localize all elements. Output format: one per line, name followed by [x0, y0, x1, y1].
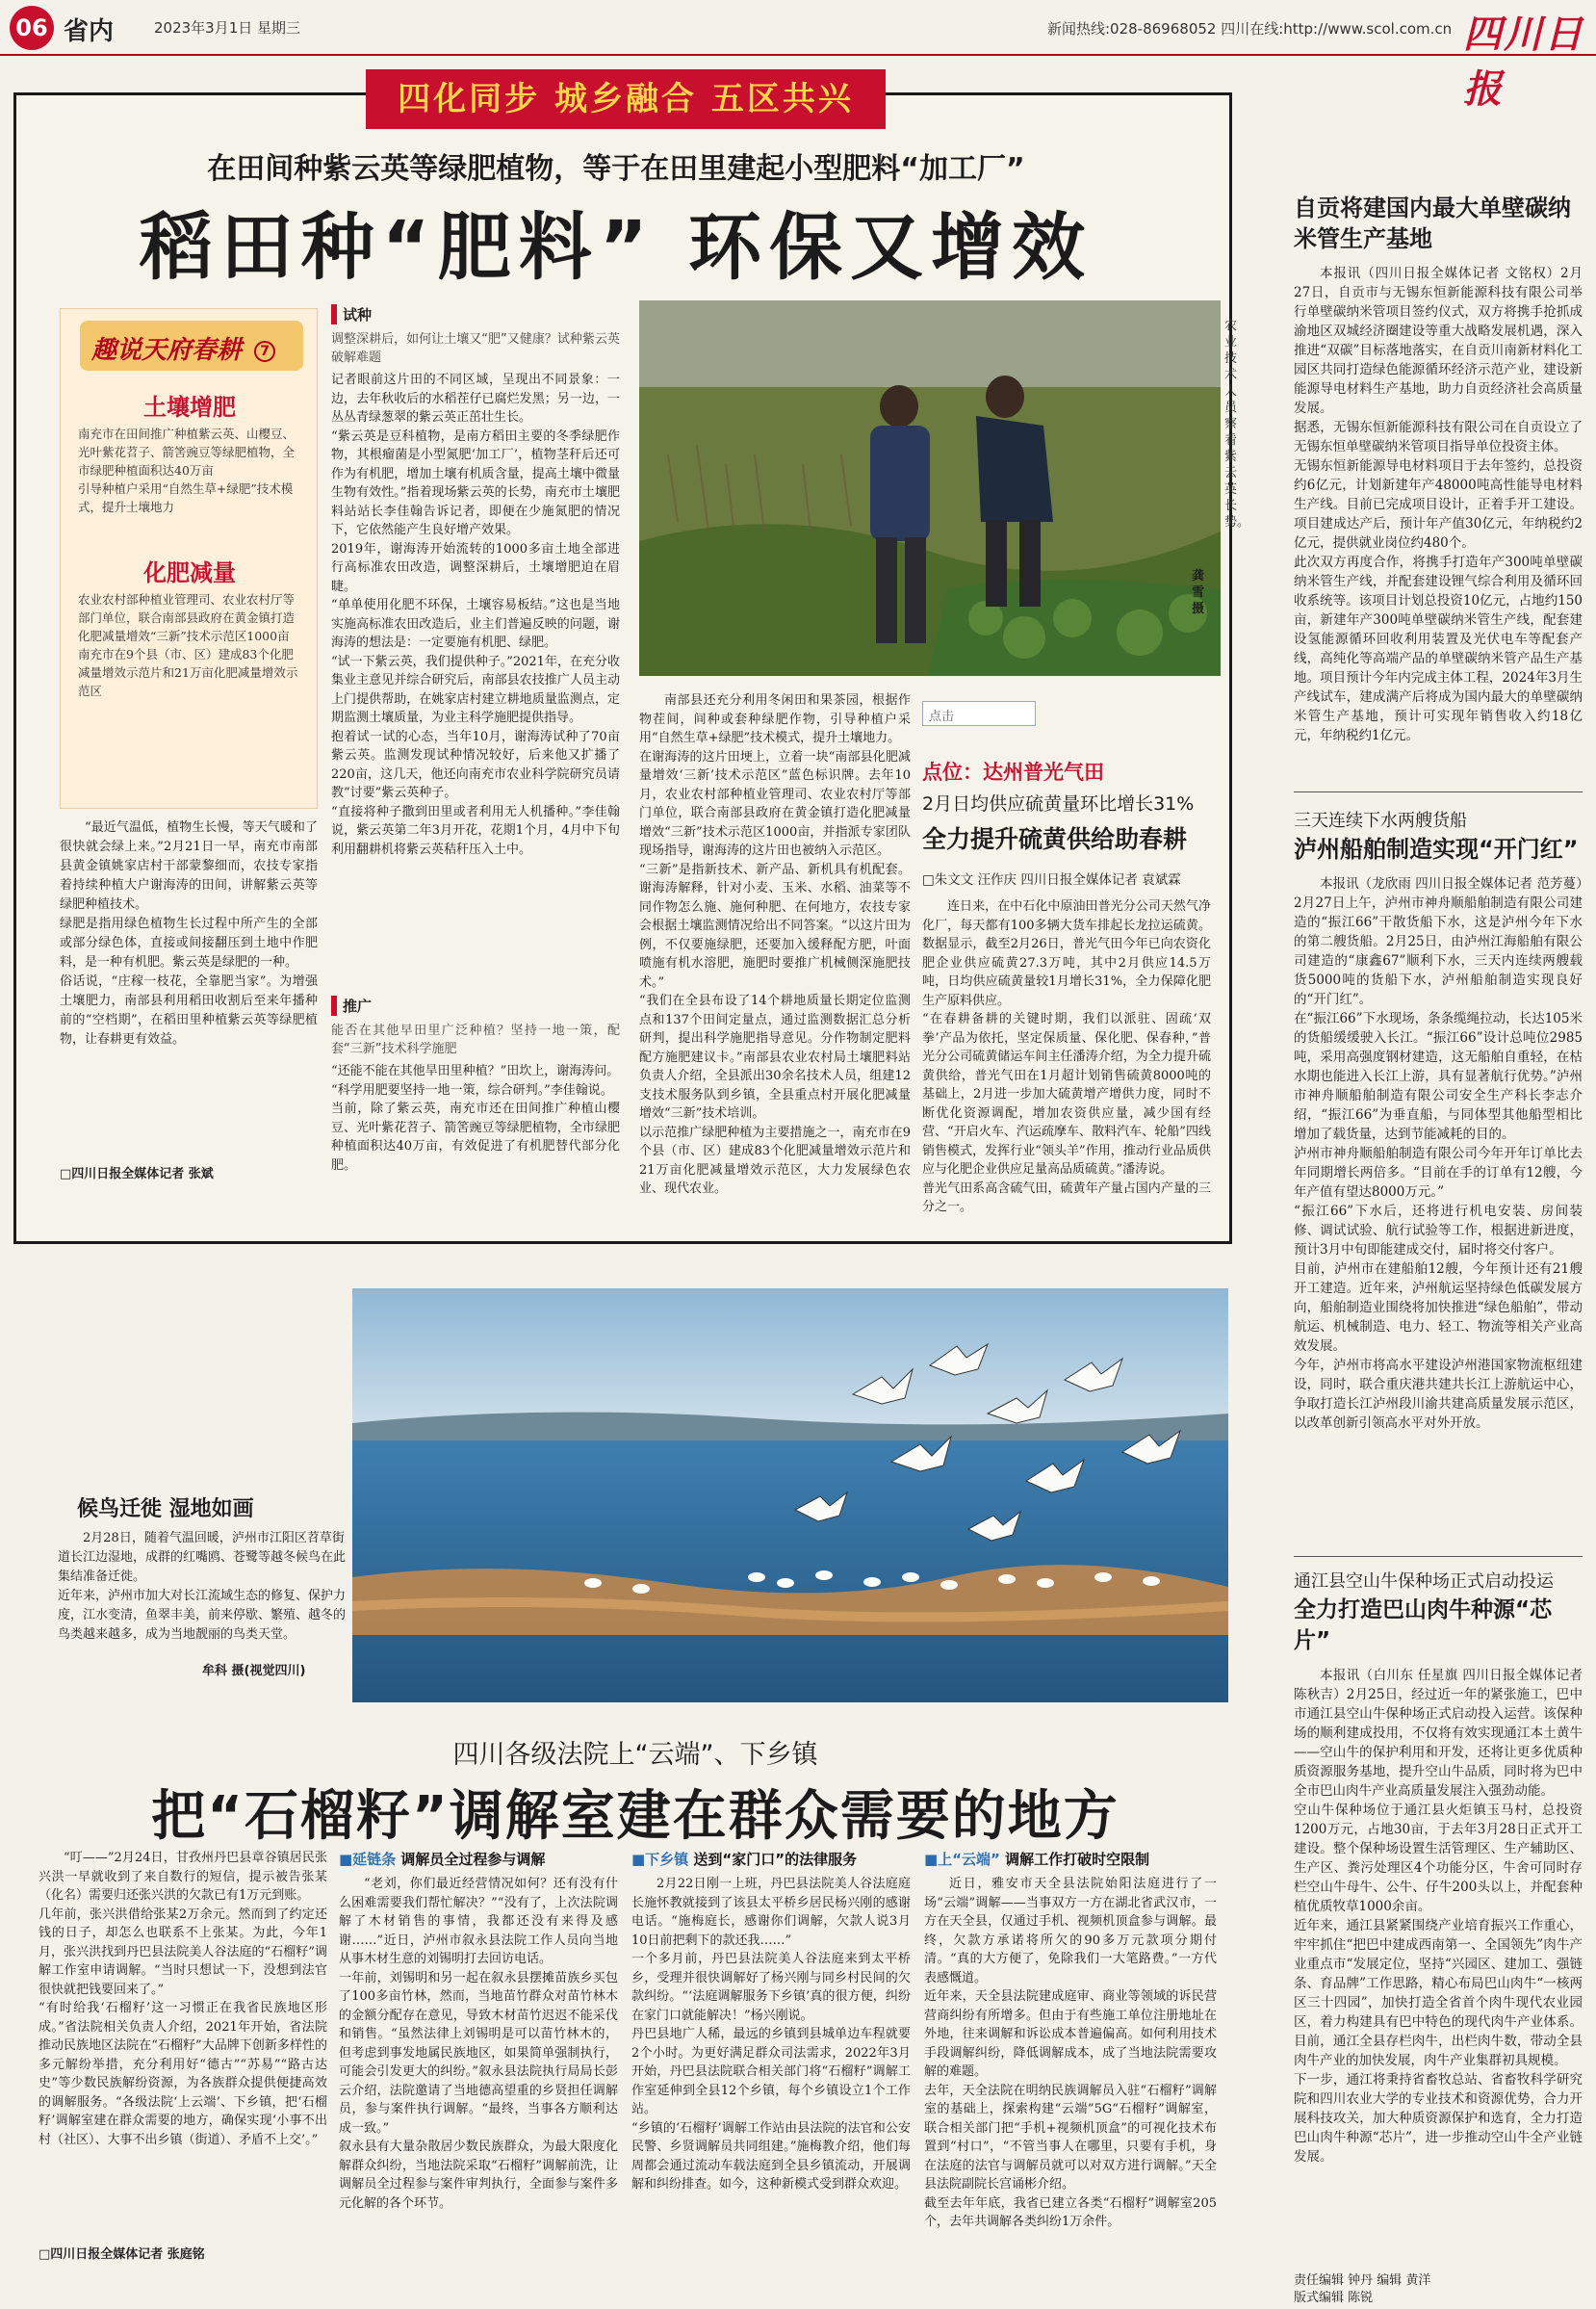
issue-date: 2023年3月1日 星期三 — [154, 19, 301, 37]
tongjiang-text: 本报讯（白川东 任星旗 四川日报全媒体记者 陈秋吉）2月25日，经过近一年的紧张施工，巴中市通江县空山牛保种场正式启动投入运营。该保种场的顺利建成投用，不仅将有效实现通江本土黄牛——空山牛的保护利用和开发，还将让更多优质种质资源服务基地，提升空山牛品质，同时将为巴中全市巴山肉牛产业高质量发展注入强劲动能。 空山牛保种场位于通江县火炬镇玉马村，总投资1200万元，占地30亩，于去年3月28日正式开工建设。整个保种场设置生活管理区、生产辅助区、生产区、粪污处理区4个功能分区，牛舍可同时存栏空山牛母牛、公牛、仔牛200头以上，并配套种植优质牧草1000余亩。 近年来，通江县紧紧围绕产业培育振兴工作重心，牢牢抓住“把巴中建成西南第一、全国领先”肉牛产业重点市“发展定位，坚持“兴园区、建加工、强链条、育品牌”工作思路，精心布局巴山肉牛“一核两区三十四园”，加快打造全省首个肉牛现代农业园区，着力构建具有巴中特色的现代肉牛产业体系。目前，通江全县存栏肉牛，出栏肉牛数，带动全县肉牛产业的加快发展，肉牛产业集群初具规模。 下一步，通江将秉持省畜牧总站、省畜牧科学研究院和四川农业大学的专业技术和资源优势，合力开展科技攻关，加大种质资源保护和选育，全力打造巴山肉牛种源“芯片”，进一步推动空山牛全产业链发展。 — [1294, 1668, 1583, 2165]
farm-photo-illustration — [639, 300, 1221, 676]
bird-credit: 牟科 摄(视觉四川) — [202, 1664, 306, 1678]
section-lead-promote: 能否在其他早田里广泛种植？坚持一地一策，配套“三新”技术科学施肥 — [331, 1024, 620, 1056]
court-col2-text: “老刘，你们最近经营情况如何？还有没有什么困难需要我们帮忙解决？”“没有了，上次法院调解了木材销售的事情，我都还没有来得及感谢……”近日，泸州市叙永县法院工作人员向当地从事木材生意的刘锡明打去回访电话。 一年前，刘锡明和另一起在叙永县摆摊苗族乡买包了100多亩竹林，然而，当地苗竹群众对苗竹林木的金额分配存在意见，导致木材苗竹迟迟不能采伐和销售。“虽然法律上刘锡明是可以苗竹林木的，但考虑到事发地属民族地区，如果简单强制执行，可能会引发更大的纠纷。”叙永县法院执行局局长彭云介绍，法院邀请了当地德高望重的乡贤担任调解员，参与案件执行调解。“最终，当事各方顺利达成一致。” 叙永县有大量杂散居少数民族群众，为最大限度化解群众纠纷，当地法院采取“石榴籽”调解前洗，让调解员全过程参与案件审判执行，全面参与案件多元化解的各个环节。 — [339, 1877, 618, 2211]
infobox-badge: 7 — [254, 341, 275, 362]
court-sec3-heading — [924, 1849, 1217, 1869]
court-col1-text: “叮——”2月24日，甘孜州丹巴县章谷镇居民张兴洪一早就收到了来自数行的短信，提示被告张某（化名）需要归还张兴洪的欠款已有1万元到账。 几年前，张兴洪借给张某2万余元。然而到了约定还钱的日子，却怎么也联系不上张某。为此，今年1月，张兴洪找到丹巴县法院美人谷法庭的“石榴籽”调解工作室申请调解。“当时只想试一下，没想到法官很快就把钱要回来了。” “有时给我‘石榴籽’这一习惯正在我省民族地区形成。”省法院相关负责人介绍，2021年开始，省法院推动民族地区法院在“石榴籽”大品牌下创新多样性的多元解纷举措，充分利用好“德古”“苏易”“路古达史”等少数民族解纷资源，为各族群众提供便捷高效的调解服务。“各级法院‘上云端’、下乡镇，把‘石榴籽’调解室建在群众需要的地方，确保实现‘小事不出村（社区）、大事不出乡镇（街道）、矛盾不上交’。” — [39, 1851, 327, 2147]
section-head-trial: 试种 — [331, 304, 620, 324]
luzhou-text: 本报讯（龙欣雨 四川日报全媒体记者 范芳蔓）2月27日上午，泸州市神舟顺船舶制造有限公司建造的“振江66”干散货船下水，这是泸州今年下水的第二艘货船。2月25日，由泸州江海船舶有限公司建造的“康鑫67”顺利下水，三天内连续两艘载货5000吨的货船下水，泸州船舶制造实现良好的“开门红”。 在“振江66”下水现场，条条缆绳拉动，长达105米的货船缓缓驶入长江。“振江66”设计总吨位2985吨，采用高强度钢材建造，这无船舶自重轻，在枯水期也能进入长江上游，具有显著航行优势。”泸州市神舟顺船舶制造有限公司安全生产科长李志介绍，“振江66”为垂直船，与同体型其他船型相比增加了载货量，达到节能减耗的目的。 泸州市神舟顺船舶制造有限公司今年开年订单比去年同期增长两倍多。“目前在手的订单有12艘，今年产值有望达8000万元。” “振江66”下水后，还将进行机电安装、房间装修、调试试验、航行试验等工作，根据进新进度，预计3月中旬即能建成交付，届时将交付客户。 目前，泸州市在建船舶12艘，今年预计还有21艘开工建造。近年来，泸州航运坚持绿色低碳发展方向，船舶制造业围绕将加快推进“绿色船舶”，带动航运、机械制造、电力、轻工、物流等相关产业高效发展。 今年，泸州市将高水平建设泸州港国家物流枢纽建设，同时，联合重庆港共建共长江上游航运中心，争取打造长江泸州段川渝共建高质量发展示范区，以改革创新引领高水平对外开放。 — [1294, 876, 1583, 1431]
feature-title: 稻田种“肥料” 环保又增效 — [139, 204, 1094, 290]
court-col3-text: 2月22日刚一上班，丹巴县法院美人谷法庭庭长施怀教就接到了该县太平桥乡居民杨兴刚的感谢电话。“施梅庭长，感谢你们调解，欠款人说3月10日前把剩下的款还我……” 一个多月前，丹巴县法院美人谷法庭来到太平桥乡，受理并很快调解好了杨兴刚与同乡村民间的欠款纠纷。“‘法庭调解服务下乡镇’真的很方便，纠纷在家门口就能解决！”杨兴刚说。 丹巴县地广人稀，最远的乡镇到县城单边车程就要2个小时。为更好满足群众司法需求，2022年3月开始，丹巴县法院联合相关部门将“石榴籽”调解工作室延伸到全县12个乡镇，每个乡镇设立1个工作站。 “乡镇的‘石榴籽’调解工作站由县法院的法官和公安民警、乡贤调解员共同组建。”施梅教介绍，他们每周都会通过流动车载法庭到全县乡镇流动，开展调解和纠纷排查。如今，这种新模式受到群众欢迎。 — [631, 1877, 911, 2192]
section-name: 省内 — [64, 17, 115, 46]
infobox-sub-soil: 土壤增肥 — [143, 394, 236, 421]
court-sec2-title: 送到“家门口”的法律服务 — [693, 1851, 858, 1868]
court-sec1-title: 调解员全过程参与调解 — [400, 1851, 546, 1868]
point-text: 连日来，在中石化中原油田普光分公司天然气净化厂，每天都有100多辆大货车排起长龙拉运硫黄。数据显示，截至2月26日，普光气田今年已向农资化肥企业供应硫黄27.3万吨，其中2月供应14.5万吨，日均供应硫黄量较1月增长31%，全力保障化肥生产原料供应。 “在春耕备耕的关键时期，我们以派驻、固疏‘双拳’产品为依托，坚定保质量、保化肥、保春种，”普光分公司硫黄储运车间主任潘涛介绍，为全力提升硫黄供给，普光气田在1月超计划销售硫黄8000吨的基础上，2月进一步加大硫黄增产增供力度，同时不断优化资源调配，增加农资供应量，减少国有经营、“开启火车、汽运疏摩车、散料汽车、轮船”四线销售模式，发挥行业“领头羊”作用，推动行业品质供应与化肥企业供应足量高品质硫黄。”潘涛说。 普光气田系高含硫气田，硫黄年产量占国内产量的三分之一。 — [922, 899, 1211, 1214]
right-story-luzhou — [1294, 809, 1583, 1550]
court-col2 — [339, 1849, 618, 2301]
court-kicker: 四川各级法院上“云端”、下乡镇 — [452, 1740, 818, 1770]
section-lead-trial: 调整深耕后，如何让土壤又“肥”又健康？试种紫云英破解难题 — [331, 332, 620, 365]
feature-banner: 四化同步 城乡融合 五区共兴 — [366, 69, 886, 129]
right-divider-2 — [1294, 1556, 1583, 1557]
point-headline: 全力提升硫黄供给助春耕 — [922, 825, 1188, 853]
infobox-heading — [80, 321, 303, 371]
right-divider-1 — [1294, 791, 1583, 792]
tongjiang-kicker: 通江县空山牛保种场正式启动投运 — [1294, 1571, 1554, 1592]
bird-photo-illustration — [352, 1288, 1228, 1702]
infobox-text-fertilizer: 农业农村部种植业管理司、农业农村厅等部门单位，联合南部县政府在黄金镇打造化肥减量增效“三新”技术示范区1000亩 南充市在9个县（市、区）建成83个化肥减量增效示范片和21万亩化肥减量增效示范区 — [78, 592, 298, 698]
zigong-text: 本报讯（四川日报全媒体记者 文铭权）2月27日，自贡市与无锡东恒新能源科技有限公司举行单壁碳纳米管项目签约仪式，双方将携手抢抓成渝地区双城经济圈建设等重大战略发展机遇，深入推进“双碳”目标落地落实，在自贡川南新材料化工园区共同打造绿色能源循环经济示范产业，建设新能源导电材料生产基地，助力自贡经济社会高质量发展。 据悉，无锡东恒新能源科技有限公司在自贡设立了无锡东恒单壁碳纳米管项目指导单位投资主体。 无锡东恒新能源导电材料项目于去年签约，总投资约6亿元，计划新建年产48000吨高性能导电材料生产线。目前已完成项目设计，正着手开工建设。项目建成达产后，预计年产值30亿元，年纳税约2亿元，提供就业岗位约480个。 此次双方再度合作，将携手打造年产300吨单壁碳纳米管生产线，并配套建设锂气综合利用及循环回收系统等。该项目计划总投资10亿元，占地约150亩，新建年产300吨单壁碳纳米管生产线，配套建设氢能源循环回收利用装置及光伏电车等配套产线，高纯化等高端产品的单壁碳纳米管产品生产基地。项目预计今年内完成主体工程，2024年3月生产线试车，建成满产后将成为国内最大的单壁碳纳米管生产基地，预计可实现年销售收入约18亿元，年纳税约1亿元。 — [1294, 266, 1583, 743]
right-story-tongjiang — [1294, 1570, 1583, 2263]
right-story-zigong — [1294, 193, 1583, 780]
point-subtitle: 2月日均供应硫黄量环比增长31% — [922, 793, 1195, 815]
court-col4 — [924, 1849, 1217, 2301]
zigong-title: 自贡将建国内最大单壁碳纳米管生产基地 — [1294, 195, 1571, 252]
court-col3 — [631, 1849, 911, 2301]
point-kicker: 点击 — [922, 701, 1036, 726]
farm-photo — [639, 300, 1221, 676]
feature-col2a-text: 记者眼前这片田的不同区域，呈现出不同景象：一边，去年秋收后的水稻茬仔已腐烂发黑；另一边，一丛丛青绿葱翠的紫云英正茁壮生长。 “紫云英是豆科植物，是南方稻田主要的冬季绿肥作物，其根瘤菌是小型氮肥‘加工厂’，植物茎秆后还可作为有机肥，增加土壤有机质含量，提高土壤中微量生物有效性。”指着现场紫云英的长势，南充市土壤肥料站站长李佳翰告诉记者，即便在少施氮肥的情况下，它依然能产生良好增产效果。 2019年，谢海涛开始流转的1000多亩土地全部进行高标准农田改造，调整深耕后，土壤增肥迫在眉睫。 “单单使用化肥不环保，土壤容易板结。”这也是当地实施高标准农田改造后，业主们普遍反映的问题，谢海涛的想法是：一定要施有机肥、绿肥。 “试一下紫云英，我们提供种子。”2021年，在充分收集业主意见并综合研究后，南部县农技推广人员主动上门提供帮助，在姚家店村建立耕地质量监测点，定期监测土壤质量，为业主科学施肥提供指导。 抱着试一试的心态，当年10月，谢海涛试种了70亩紫云英。监测发现试种情况较好，后来他又扩播了220亩，这几天，他还向南充市农业科学院研究员请教“讨要”紫云英种子。 “直接将种子撒到田里或者利用无人机播种。”李佳翰说，紫云英第二年3月开花，花期1个月，4月中下旬利用翻耕机将紫云英秸秆压入土中。 — [331, 373, 620, 857]
luzhou-kicker: 三天连续下水两艘货船 — [1294, 811, 1467, 831]
court-sec2-heading — [631, 1849, 911, 1869]
feature-col3-text: 南部县还充分利用冬闲田和果茶园，根据作物茬间，间种或套种绿肥作物，引导种植户采用“自然生草+绿肥”技术模式，提升土壤地力。 在谢海涛的这片田埂上，立着一块“南部县化肥减量增效‘三新’技术示范区”蓝色标识牌。去年10月，农业农村部种植业管理司、农业农村厅等部门单位，联合南部县政府在黄金镇打造化肥减量增效“三新”技术示范区1000亩，并指派专家团队现场指导，谢海涛的这片田也被纳入示范区。 “三新”是指新技术、新产品、新机具有机配套。谢海涛解释，针对小麦、玉米、水稻、油菜等不同作物怎么施、施何种肥、在何地方，农技专家会根据土壤监测情况给出不同答案。“以这片田为例，不仅要施绿肥，还要加入缓释配方肥，叶面喷施有机水溶肥，施肥时要推广机械侧深施肥技术。” “我们在全县布设了14个耕地质量长期定位监测点和137个田间定量点，通过监测数据汇总分析研判，提出科学施肥指导意见。分作物制定肥料配方施肥建议卡。”南部县农业农村局土壤肥料站负责人介绍，全县派出30余名技术人员，组建12支技术服务队到乡镇，全县重点村开展化肥减量增效“三新”技术培训。 以示范推广绿肥种植为主要措施之一，南充市在9个县（市、区）建成83个化肥减量增效示范片和21万亩化肥减量增效示范区，大力发展绿色农业、现代农业。 — [639, 693, 911, 1196]
court-sec1-heading — [339, 1849, 618, 1869]
hotline: 新闻热线:028-86968052 四川在线:http://www.scol.com.cn — [1047, 20, 1453, 38]
feature-col2b-text: “还能不能在其他旱田里种植？”田坎上，谢海涛问。 “科学用肥要坚持一地一策，综合研判。”李佳翰说。 当前，除了紫云英，南充市还在田间推广种植山樱豆、光叶紫花苕子、箭筈豌豆等绿肥植物，全市绿肥种植面积达40万亩，有效促进了有机肥替代部分化肥。 — [331, 1064, 620, 1173]
point-title: 点位：达州普光气田 — [922, 761, 1104, 784]
infobox-text-soil: 南充市在田间推广种植紫云英、山樱豆、光叶紫花苕子、箭筈豌豆等绿肥植物，全市绿肥种植面积达40万亩 引导种植户采用“自然生草+绿肥”技术模式，提升土壤地力 — [78, 427, 296, 514]
section-head-promote: 推广 — [331, 996, 620, 1016]
court-col4-text: 近日，雅安市天全县法院始阳法庭进行了一场“云端”调解——当事双方一方在湖北省武汉市，一方在天全县，仅通过手机、视频机顶盒参与调解。最终，欠款方承诺将所欠的90多万元款项分期付清。“真的大方便了，免除我们一大笔路费。”一方代表感慨道。 近年来，天全县法院建成庭审、商业等领域的诉民营营商纠纷有所增多。但由于有些施工单位注册地址在外地，往来调解和诉讼成本普遍偏高。如何利用技术手段调解纠纷，降低调解成本，成了当地法院需要攻解的难题。 去年，天全法院在明纳民族调解员入驻“石榴籽”调解室的基础上，探索构建“云端”5G“石榴籽”调解室，联合相关部门把“手机+视频机顶盒”的可视化技术布置到“村口”，“不管当事人在哪里，只要有手机，身在法庭的法官与调解员就可以对双方进行调解。”天全县法院副院长宫诵彬介绍。 截至去年年底，我省已建立各类“石榴籽”调解室205个，去年共调解各类纠纷1万余件。 — [924, 1877, 1217, 2229]
court-title: 把“石榴籽”调解室建在群众需要的地方 — [151, 1785, 1120, 1848]
newspaper-logo: 四川日报 — [1463, 12, 1584, 112]
infobox — [60, 308, 318, 809]
farm-photo-credit: 龚雪 摄 — [1192, 569, 1205, 616]
court-byline: □四川日报全媒体记者 张庭铭 — [39, 2247, 205, 2262]
lead-byline: □四川日报全媒体记者 张斌 — [60, 1167, 214, 1181]
infobox-sub-fertilizer: 化肥减量 — [143, 559, 236, 586]
farm-photo-caption: 农业技术人员察看紫云英长势。 — [1224, 319, 1250, 530]
bird-photo — [352, 1288, 1228, 1702]
court-sec3-tag: ■上“云端” — [924, 1851, 1000, 1868]
court-sec3-title: 调解工作打破时空限制 — [1005, 1851, 1150, 1868]
lead-text: “最近气温低，植物生长慢，等天气暖和了很快就会绿上来。”2月21日一早，南充市南部县黄金镇姚家店村干部蒙黎细而，农技专家指着持续种植大户谢海涛的田间，讲解紫云英等绿肥种植技术。 绿肥是指用绿色植物生长过程中所产生的全部或部分绿色体，直接或间接翻压到土地中作肥料，是一种有机肥。紫云英是绿肥的一种。 俗话说，“庄稼一枝花，全靠肥当家”。为增强土壤肥力，南部县利用稻田收割后至来年播种前的“空档期”，在稻田里种植紫云英等绿肥植物，让春耕更有效益。 — [60, 820, 318, 1047]
luzhou-title: 泸州船舶制造实现“开门红” — [1294, 836, 1579, 863]
tongjiang-title: 全力打造巴山肉牛种源“芯片” — [1294, 1597, 1553, 1653]
bird-caption: 2月28日，随着气温回暖，泸州市江阳区苕草街道长江边湿地，成群的红嘴鸥、苍鹭等越冬候鸟在此集结准备迁徙。 近年来，泸州市加大对长江流域生态的修复、保护力度，江水变清，鱼翠丰美，前来停歇、繁殖、越冬的鸟类越来越多，成为当地靓丽的鸟类天堂。 — [58, 1531, 347, 1642]
court-sec2-tag: ■下乡镇 — [631, 1851, 689, 1868]
page-number: 06 — [10, 6, 54, 50]
infobox-heading-text: 趣说天府春耕 — [91, 336, 243, 365]
editor-credits: 责任编辑 钟丹 编辑 黄洋 版式编辑 陈锐 — [1294, 2273, 1431, 2305]
bird-title: 候鸟迁徙 湿地如画 — [77, 1497, 254, 1521]
feature-col2-top — [331, 300, 620, 926]
point-byline: □朱文文 汪作庆 四川日报全媒体记者 袁斌霖 — [922, 872, 1181, 888]
feature-kicker: 在田间种紫云英等绿肥植物，等于在田里建起小型肥料“加工厂” — [207, 152, 1025, 186]
feature-col2-bottom — [331, 992, 620, 1223]
court-sec1-tag: ■延链条 — [339, 1851, 397, 1868]
